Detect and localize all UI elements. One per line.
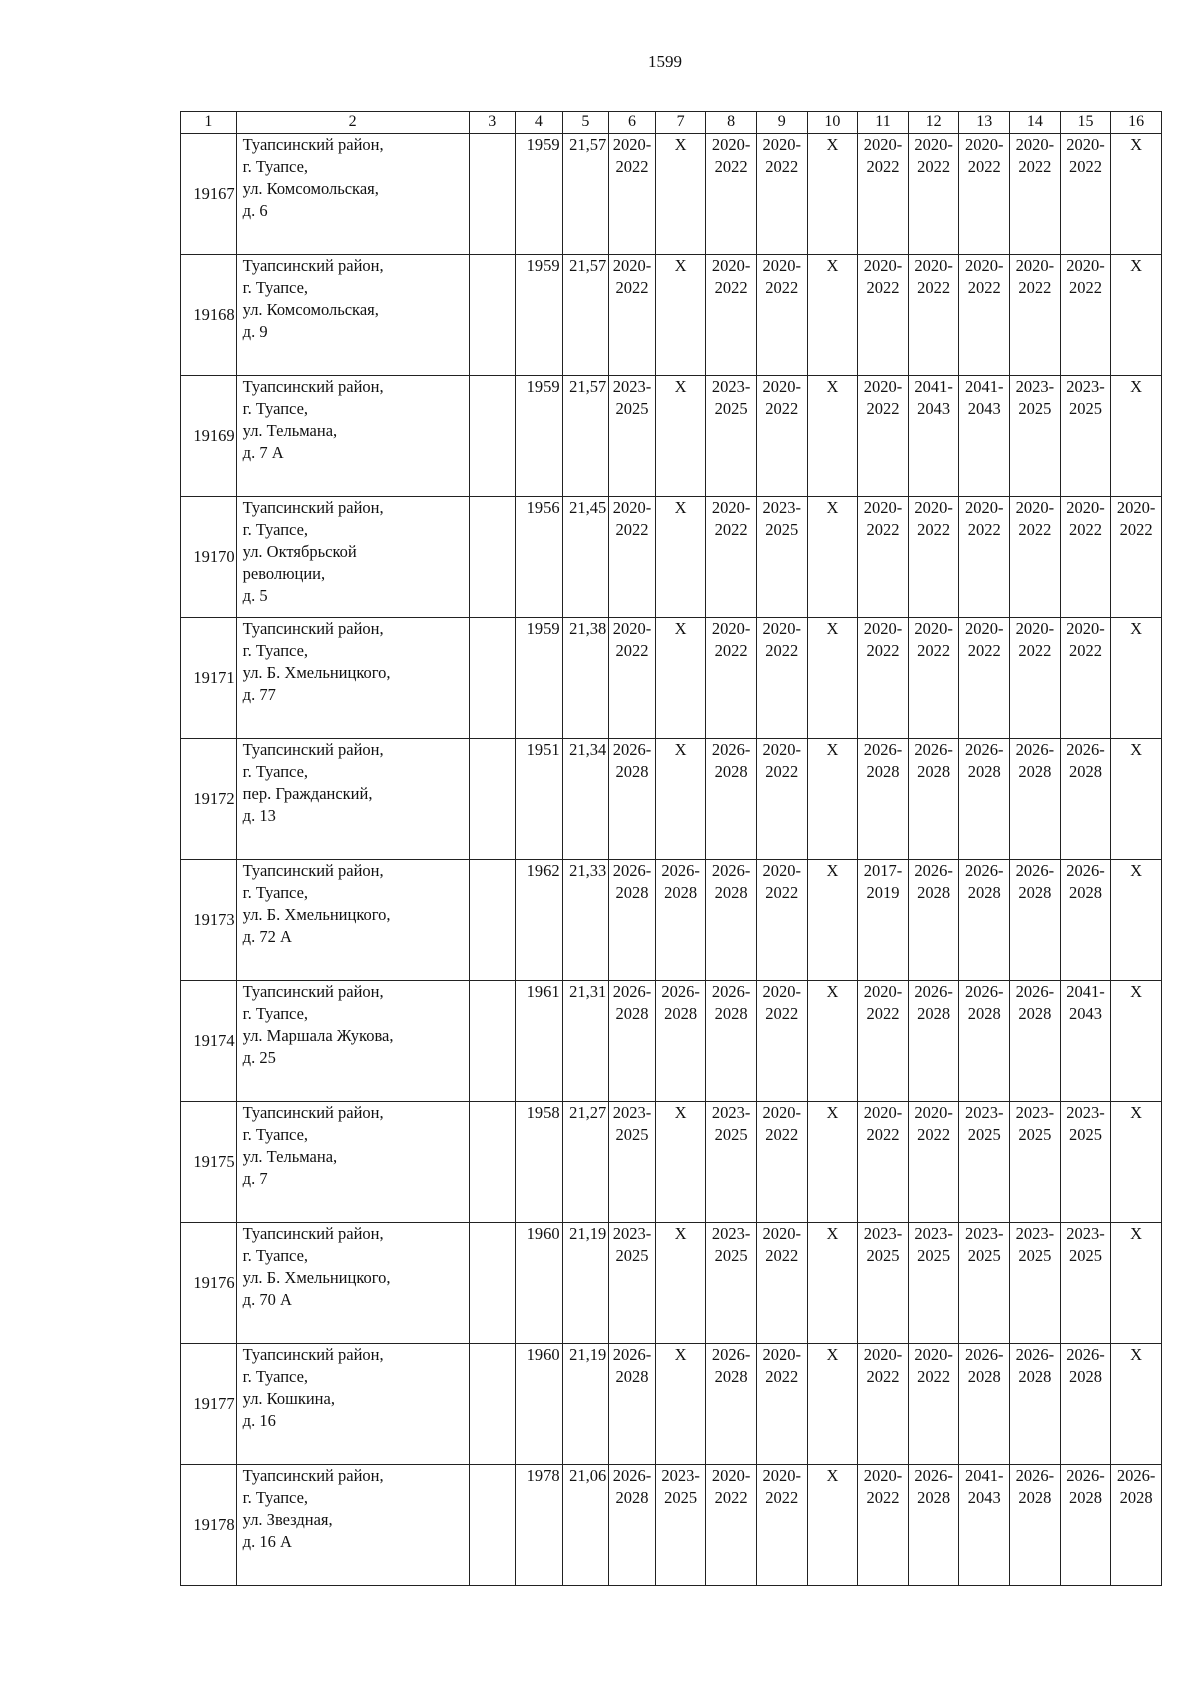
cell-col-10: X — [807, 1465, 858, 1586]
cell-col-8: 2026-2028 — [706, 981, 757, 1102]
address-cell — [236, 1102, 469, 1223]
address-line: д. 5 — [242, 586, 268, 605]
address-line: д. 13 — [242, 806, 276, 825]
cell-col-9: 2020-2022 — [756, 1465, 807, 1586]
address-cell — [236, 134, 469, 255]
cell-col-12: 2026-2028 — [908, 981, 959, 1102]
cell-col-6: 2026-2028 — [609, 860, 656, 981]
cell-col-13: 2041-2043 — [959, 1465, 1010, 1586]
cell-col-16: X — [1111, 739, 1162, 860]
cell-col-5: 21,27 — [562, 1102, 609, 1223]
table-row — [181, 1465, 1162, 1586]
cell-col-6: 2026-2028 — [609, 739, 656, 860]
cell-col-14: 2020-2022 — [1010, 255, 1061, 376]
address-line: г. Туапсе, — [242, 883, 309, 902]
header-row — [181, 112, 1162, 134]
cell-col-12: 2026-2028 — [908, 1465, 959, 1586]
address-line: ул. Октябрьской — [242, 542, 357, 561]
cell-col-3 — [469, 981, 516, 1102]
cell-col-4: 1959 — [516, 255, 563, 376]
table-row — [181, 376, 1162, 497]
cell-col-14: 2026-2028 — [1010, 860, 1061, 981]
cell-col-12: 2041-2043 — [908, 376, 959, 497]
address-cell — [236, 1465, 469, 1586]
column-header-12: 12 — [908, 112, 959, 134]
cell-col-4: 1958 — [516, 1102, 563, 1223]
cell-col-3 — [469, 134, 516, 255]
address-line: Туапсинский район, — [242, 619, 384, 638]
address-line: г. Туапсе, — [242, 641, 309, 660]
cell-col-6: 2020-2022 — [609, 618, 656, 739]
cell-col-12: 2026-2028 — [908, 860, 959, 981]
cell-col-9: 2020-2022 — [756, 618, 807, 739]
cell-col-9: 2020-2022 — [756, 134, 807, 255]
cell-col-7: X — [655, 618, 706, 739]
address-cell — [236, 860, 469, 981]
cell-col-10: X — [807, 134, 858, 255]
cell-col-15: 2026-2028 — [1060, 1465, 1111, 1586]
cell-col-16: X — [1111, 981, 1162, 1102]
address-line: ул. Звездная, — [242, 1510, 333, 1529]
cell-col-14: 2023-2025 — [1010, 376, 1061, 497]
cell-col-8: 2020-2022 — [706, 134, 757, 255]
address-line: ул. Маршала Жукова, — [242, 1026, 394, 1045]
cell-col-10: X — [807, 1223, 858, 1344]
address-line: г. Туапсе, — [242, 1125, 309, 1144]
table-row — [181, 739, 1162, 860]
cell-col-7: 2026-2028 — [655, 981, 706, 1102]
row-number: 19174 — [181, 981, 237, 1102]
cell-col-11: 2020-2022 — [858, 134, 909, 255]
cell-col-15: 2020-2022 — [1060, 134, 1111, 255]
address-cell — [236, 1223, 469, 1344]
cell-col-5: 21,19 — [562, 1223, 609, 1344]
address-line: ул. Комсомольская, — [242, 300, 379, 319]
page-number: 1599 — [648, 52, 682, 71]
address-cell — [236, 376, 469, 497]
cell-col-15: 2026-2028 — [1060, 1344, 1111, 1465]
row-number: 19170 — [181, 497, 237, 618]
cell-col-4: 1956 — [516, 497, 563, 618]
cell-col-16: 2020-2022 — [1111, 497, 1162, 618]
address-cell — [236, 739, 469, 860]
column-header-2: 2 — [236, 112, 469, 134]
address-cell — [236, 618, 469, 739]
row-number: 19167 — [181, 134, 237, 255]
cell-col-13: 2041-2043 — [959, 376, 1010, 497]
column-header-14: 14 — [1010, 112, 1061, 134]
column-header-16: 16 — [1111, 112, 1162, 134]
cell-col-8: 2023-2025 — [706, 376, 757, 497]
cell-col-3 — [469, 255, 516, 376]
address-line: г. Туапсе, — [242, 1004, 309, 1023]
column-header-11: 11 — [858, 112, 909, 134]
column-header-5: 5 — [562, 112, 609, 134]
cell-col-16: X — [1111, 376, 1162, 497]
table-row — [181, 497, 1162, 618]
cell-col-7: X — [655, 376, 706, 497]
cell-col-12: 2020-2022 — [908, 134, 959, 255]
cell-col-15: 2020-2022 — [1060, 618, 1111, 739]
address-line: г. Туапсе, — [242, 399, 309, 418]
address-line: Туапсинский район, — [242, 1345, 384, 1364]
address-line: Туапсинский район, — [242, 498, 384, 517]
cell-col-15: 2041-2043 — [1060, 981, 1111, 1102]
cell-col-7: X — [655, 1102, 706, 1223]
cell-col-14: 2026-2028 — [1010, 981, 1061, 1102]
cell-col-4: 1951 — [516, 739, 563, 860]
table-row — [181, 1223, 1162, 1344]
cell-col-15: 2023-2025 — [1060, 376, 1111, 497]
address-line: д. 16 — [242, 1411, 276, 1430]
address-line: Туапсинский район, — [242, 982, 384, 1001]
address-line: д. 72 А — [242, 927, 292, 946]
address-line: Туапсинский район, — [242, 861, 384, 880]
address-line: Туапсинский район, — [242, 1103, 384, 1122]
cell-col-5: 21,57 — [562, 134, 609, 255]
cell-col-11: 2020-2022 — [858, 1102, 909, 1223]
address-line: г. Туапсе, — [242, 520, 309, 539]
address-line: Туапсинский район, — [242, 256, 384, 275]
cell-col-9: 2020-2022 — [756, 376, 807, 497]
cell-col-7: X — [655, 134, 706, 255]
cell-col-13: 2026-2028 — [959, 981, 1010, 1102]
table-row — [181, 255, 1162, 376]
table-row — [181, 981, 1162, 1102]
cell-col-11: 2020-2022 — [858, 376, 909, 497]
cell-col-3 — [469, 618, 516, 739]
cell-col-9: 2020-2022 — [756, 1102, 807, 1223]
cell-col-8: 2026-2028 — [706, 860, 757, 981]
cell-col-11: 2023-2025 — [858, 1223, 909, 1344]
data-table — [180, 111, 1162, 1586]
cell-col-15: 2023-2025 — [1060, 1102, 1111, 1223]
cell-col-10: X — [807, 739, 858, 860]
cell-col-14: 2020-2022 — [1010, 497, 1061, 618]
cell-col-8: 2020-2022 — [706, 618, 757, 739]
address-line: д. 7 — [242, 1169, 268, 1188]
table-row — [181, 618, 1162, 739]
row-number: 19178 — [181, 1465, 237, 1586]
address-line: г. Туапсе, — [242, 1367, 309, 1386]
cell-col-13: 2020-2022 — [959, 618, 1010, 739]
address-line: д. 7 А — [242, 443, 284, 462]
cell-col-12: 2026-2028 — [908, 739, 959, 860]
address-line: ул. Кошкина, — [242, 1389, 335, 1408]
cell-col-3 — [469, 1102, 516, 1223]
column-header-9: 9 — [756, 112, 807, 134]
row-number: 19175 — [181, 1102, 237, 1223]
address-line: г. Туапсе, — [242, 1488, 309, 1507]
address-cell — [236, 1344, 469, 1465]
cell-col-3 — [469, 1344, 516, 1465]
cell-col-6: 2026-2028 — [609, 1344, 656, 1465]
cell-col-12: 2020-2022 — [908, 1344, 959, 1465]
cell-col-13: 2023-2025 — [959, 1223, 1010, 1344]
cell-col-6: 2020-2022 — [609, 497, 656, 618]
address-line: ул. Тельмана, — [242, 1147, 338, 1166]
cell-col-11: 2017-2019 — [858, 860, 909, 981]
address-line: пер. Гражданский, — [242, 784, 373, 803]
cell-col-13: 2026-2028 — [959, 739, 1010, 860]
cell-col-7: X — [655, 1223, 706, 1344]
address-line: г. Туапсе, — [242, 762, 309, 781]
table-row — [181, 134, 1162, 255]
cell-col-13: 2023-2025 — [959, 1102, 1010, 1223]
row-number: 19176 — [181, 1223, 237, 1344]
cell-col-6: 2026-2028 — [609, 981, 656, 1102]
address-line: Туапсинский район, — [242, 740, 384, 759]
address-line: ул. Комсомольская, — [242, 179, 379, 198]
address-line: ул. Б. Хмельницкого, — [242, 905, 391, 924]
cell-col-7: 2026-2028 — [655, 860, 706, 981]
cell-col-4: 1978 — [516, 1465, 563, 1586]
address-line: г. Туапсе, — [242, 1246, 309, 1265]
cell-col-14: 2023-2025 — [1010, 1223, 1061, 1344]
cell-col-10: X — [807, 497, 858, 618]
cell-col-10: X — [807, 618, 858, 739]
cell-col-6: 2023-2025 — [609, 376, 656, 497]
cell-col-11: 2020-2022 — [858, 981, 909, 1102]
cell-col-15: 2026-2028 — [1060, 860, 1111, 981]
column-header-7: 7 — [655, 112, 706, 134]
cell-col-9: 2020-2022 — [756, 981, 807, 1102]
cell-col-9: 2020-2022 — [756, 739, 807, 860]
cell-col-6: 2020-2022 — [609, 255, 656, 376]
address-line: д. 25 — [242, 1048, 276, 1067]
cell-col-10: X — [807, 1344, 858, 1465]
cell-col-4: 1961 — [516, 981, 563, 1102]
cell-col-4: 1962 — [516, 860, 563, 981]
cell-col-13: 2020-2022 — [959, 497, 1010, 618]
cell-col-13: 2020-2022 — [959, 255, 1010, 376]
cell-col-7: X — [655, 739, 706, 860]
cell-col-10: X — [807, 860, 858, 981]
cell-col-16: X — [1111, 134, 1162, 255]
cell-col-14: 2020-2022 — [1010, 134, 1061, 255]
cell-col-9: 2020-2022 — [756, 255, 807, 376]
cell-col-6: 2023-2025 — [609, 1223, 656, 1344]
cell-col-8: 2020-2022 — [706, 497, 757, 618]
cell-col-3 — [469, 739, 516, 860]
cell-col-13: 2026-2028 — [959, 1344, 1010, 1465]
cell-col-5: 21,19 — [562, 1344, 609, 1465]
address-line: д. 70 А — [242, 1290, 292, 1309]
address-line: ул. Тельмана, — [242, 421, 338, 440]
row-number: 19169 — [181, 376, 237, 497]
table-row — [181, 1344, 1162, 1465]
cell-col-16: X — [1111, 618, 1162, 739]
address-line: д. 77 — [242, 685, 276, 704]
cell-col-12: 2020-2022 — [908, 497, 959, 618]
column-header-3: 3 — [469, 112, 516, 134]
cell-col-15: 2026-2028 — [1060, 739, 1111, 860]
cell-col-10: X — [807, 1102, 858, 1223]
cell-col-14: 2026-2028 — [1010, 739, 1061, 860]
column-header-10: 10 — [807, 112, 858, 134]
cell-col-5: 21,38 — [562, 618, 609, 739]
row-number: 19173 — [181, 860, 237, 981]
column-header-13: 13 — [959, 112, 1010, 134]
cell-col-8: 2020-2022 — [706, 1465, 757, 1586]
row-number: 19168 — [181, 255, 237, 376]
cell-col-13: 2026-2028 — [959, 860, 1010, 981]
cell-col-5: 21,31 — [562, 981, 609, 1102]
cell-col-15: 2020-2022 — [1060, 255, 1111, 376]
cell-col-4: 1959 — [516, 134, 563, 255]
cell-col-8: 2026-2028 — [706, 1344, 757, 1465]
cell-col-16: X — [1111, 1344, 1162, 1465]
cell-col-5: 21,33 — [562, 860, 609, 981]
cell-col-9: 2020-2022 — [756, 1223, 807, 1344]
cell-col-10: X — [807, 376, 858, 497]
cell-col-14: 2023-2025 — [1010, 1102, 1061, 1223]
cell-col-11: 2020-2022 — [858, 497, 909, 618]
address-line: революции, — [242, 564, 326, 583]
cell-col-5: 21,34 — [562, 739, 609, 860]
cell-col-3 — [469, 1465, 516, 1586]
row-number: 19172 — [181, 739, 237, 860]
cell-col-5: 21,57 — [562, 376, 609, 497]
address-cell — [236, 981, 469, 1102]
address-line: д. 16 А — [242, 1532, 292, 1551]
column-header-6: 6 — [609, 112, 656, 134]
cell-col-12: 2020-2022 — [908, 255, 959, 376]
column-header-4: 4 — [516, 112, 563, 134]
cell-col-3 — [469, 860, 516, 981]
table-body — [181, 112, 1162, 1586]
cell-col-3 — [469, 1223, 516, 1344]
cell-col-7: X — [655, 497, 706, 618]
cell-col-12: 2020-2022 — [908, 618, 959, 739]
address-cell — [236, 497, 469, 618]
cell-col-7: 2023-2025 — [655, 1465, 706, 1586]
cell-col-16: X — [1111, 860, 1162, 981]
column-header-1: 1 — [181, 112, 237, 134]
cell-col-9: 2023-2025 — [756, 497, 807, 618]
cell-col-16: 2026-2028 — [1111, 1465, 1162, 1586]
cell-col-6: 2023-2025 — [609, 1102, 656, 1223]
address-line: д. 9 — [242, 322, 268, 341]
address-line: г. Туапсе, — [242, 278, 309, 297]
cell-col-11: 2020-2022 — [858, 1465, 909, 1586]
table-row — [181, 860, 1162, 981]
cell-col-5: 21,45 — [562, 497, 609, 618]
cell-col-9: 2020-2022 — [756, 860, 807, 981]
cell-col-16: X — [1111, 1223, 1162, 1344]
address-line: Туапсинский район, — [242, 377, 384, 396]
cell-col-8: 2023-2025 — [706, 1102, 757, 1223]
cell-col-5: 21,57 — [562, 255, 609, 376]
cell-col-4: 1959 — [516, 618, 563, 739]
cell-col-8: 2023-2025 — [706, 1223, 757, 1344]
table-row — [181, 1102, 1162, 1223]
address-line: г. Туапсе, — [242, 157, 309, 176]
address-line: ул. Б. Хмельницкого, — [242, 1268, 391, 1287]
cell-col-14: 2026-2028 — [1010, 1465, 1061, 1586]
cell-col-15: 2020-2022 — [1060, 497, 1111, 618]
cell-col-4: 1960 — [516, 1344, 563, 1465]
row-number: 19171 — [181, 618, 237, 739]
cell-col-10: X — [807, 981, 858, 1102]
cell-col-7: X — [655, 255, 706, 376]
cell-col-14: 2020-2022 — [1010, 618, 1061, 739]
cell-col-14: 2026-2028 — [1010, 1344, 1061, 1465]
address-cell — [236, 255, 469, 376]
cell-col-8: 2026-2028 — [706, 739, 757, 860]
cell-col-12: 2023-2025 — [908, 1223, 959, 1344]
cell-col-11: 2020-2022 — [858, 255, 909, 376]
cell-col-3 — [469, 497, 516, 618]
cell-col-7: X — [655, 1344, 706, 1465]
cell-col-16: X — [1111, 1102, 1162, 1223]
cell-col-11: 2020-2022 — [858, 618, 909, 739]
cell-col-11: 2020-2022 — [858, 1344, 909, 1465]
column-header-15: 15 — [1060, 112, 1111, 134]
address-line: Туапсинский район, — [242, 1466, 384, 1485]
cell-col-10: X — [807, 255, 858, 376]
cell-col-15: 2023-2025 — [1060, 1223, 1111, 1344]
cell-col-4: 1959 — [516, 376, 563, 497]
cell-col-4: 1960 — [516, 1223, 563, 1344]
column-header-8: 8 — [706, 112, 757, 134]
address-line: д. 6 — [242, 201, 268, 220]
cell-col-11: 2026-2028 — [858, 739, 909, 860]
address-line: Туапсинский район, — [242, 135, 384, 154]
cell-col-16: X — [1111, 255, 1162, 376]
cell-col-12: 2020-2022 — [908, 1102, 959, 1223]
cell-col-5: 21,06 — [562, 1465, 609, 1586]
row-number: 19177 — [181, 1344, 237, 1465]
cell-col-3 — [469, 376, 516, 497]
cell-col-6: 2020-2022 — [609, 134, 656, 255]
cell-col-13: 2020-2022 — [959, 134, 1010, 255]
cell-col-6: 2026-2028 — [609, 1465, 656, 1586]
cell-col-9: 2020-2022 — [756, 1344, 807, 1465]
address-line: ул. Б. Хмельницкого, — [242, 663, 391, 682]
address-line: Туапсинский район, — [242, 1224, 384, 1243]
cell-col-8: 2020-2022 — [706, 255, 757, 376]
